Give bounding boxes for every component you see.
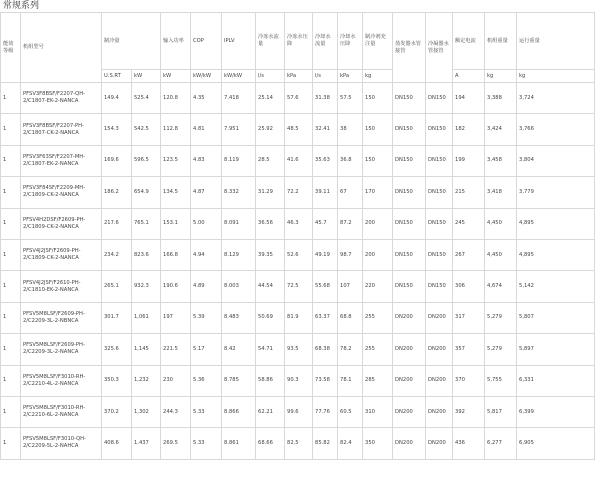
cell-cdflow: 39.11: [313, 177, 338, 208]
cell-cool-kw: 1,232: [132, 365, 161, 396]
cell-idx: 1: [1, 114, 21, 145]
cell-weight: 3,424: [485, 114, 517, 145]
cell-idx: 1: [1, 428, 21, 459]
unit-cell: kW: [132, 70, 161, 83]
cell-iplv: 8.003: [222, 271, 256, 302]
cell-cop: 4.83: [191, 145, 222, 176]
cell-cwdrop: 46.3: [285, 208, 313, 239]
cell-cool-kw: 596.5: [132, 145, 161, 176]
cell-model: PFSV5M8LSF/F3010-QH-2/C2209-5L-2-NAHCA: [21, 428, 102, 459]
cell-cool-rt: 169.6: [102, 145, 132, 176]
cell-cwflow: 54.71: [256, 334, 285, 365]
cell-evappipe: DN200: [393, 365, 426, 396]
cell-weight: 5,279: [485, 334, 517, 365]
cell-idx: 1: [1, 208, 21, 239]
header-power: 输入功率: [161, 13, 191, 70]
cell-charge: 200: [363, 239, 393, 270]
cell-model: PFSV3F63SF/F2207-MH-2/C1807-EK-2-NANCA: [21, 145, 102, 176]
table-row: [1, 302, 595, 333]
cell-power: 269.5: [161, 428, 191, 459]
cell-cddrop: 78.2: [338, 334, 363, 365]
cell-cool-kw: 1,302: [132, 396, 161, 427]
cell-model: PFSV5M8LSF/F2609-PH-2/C2209-3L-2-NBNCA: [21, 302, 102, 333]
cell-iplv: 8.866: [222, 396, 256, 427]
cell-cool-kw: 1,437: [132, 428, 161, 459]
cell-condpipe: DN150: [426, 271, 453, 302]
cell-cwflow: 25.92: [256, 114, 285, 145]
cell-opweight: 5,807: [517, 302, 595, 333]
cell-cddrop: 57.5: [338, 83, 363, 114]
cell-cool-rt: 149.4: [102, 83, 132, 114]
cell-model: PFSV5M8LSF/F2609-PH-2/C2209-3L-2-NANCA: [21, 334, 102, 365]
header-cool: 制冷量: [102, 13, 161, 70]
table-row: [1, 83, 595, 114]
cell-cwflow: 25.14: [256, 83, 285, 114]
cell-condpipe: DN150: [426, 145, 453, 176]
cell-iplv: 8.785: [222, 365, 256, 396]
cell-cool-rt: 186.2: [102, 177, 132, 208]
cell-idx: 1: [1, 239, 21, 270]
cell-model: PFSV5M8LSF/F3010-RH-2/C2210-6L-2-NANCA: [21, 396, 102, 427]
cell-charge: 350: [363, 428, 393, 459]
cell-evappipe: DN200: [393, 396, 426, 427]
cell-cwdrop: 82.5: [285, 428, 313, 459]
header-cddrop: 冷却水压降: [338, 13, 363, 70]
cell-cwflow: 50.69: [256, 302, 285, 333]
cell-cop: 5.00: [191, 208, 222, 239]
cell-evappipe: DN150: [393, 239, 426, 270]
cell-opweight: 3,779: [517, 177, 595, 208]
cell-iplv: 8.119: [222, 145, 256, 176]
cell-cwdrop: 72.5: [285, 271, 313, 302]
cell-opweight: 4,895: [517, 208, 595, 239]
cell-cddrop: 87.2: [338, 208, 363, 239]
cell-charge: 150: [363, 145, 393, 176]
cell-charge: 170: [363, 177, 393, 208]
cell-cdflow: 32.41: [313, 114, 338, 145]
cell-evappipe: DN150: [393, 145, 426, 176]
cell-evappipe: DN200: [393, 428, 426, 459]
cell-power: 120.8: [161, 83, 191, 114]
unit-cell: kW/kW: [191, 70, 222, 83]
cell-charge: 150: [363, 114, 393, 145]
cell-cdflow: 49.19: [313, 239, 338, 270]
cell-opweight: 6,399: [517, 396, 595, 427]
cell-cdflow: 31.38: [313, 83, 338, 114]
header-cop: COP: [191, 13, 222, 70]
cell-opweight: 6,905: [517, 428, 595, 459]
cell-weight: 3,458: [485, 145, 517, 176]
header-condpipe: 冷凝器水管接管: [426, 13, 453, 83]
cell-cdflow: 45.7: [313, 208, 338, 239]
cell-cwflow: 36.56: [256, 208, 285, 239]
cell-cdflow: 55.68: [313, 271, 338, 302]
cell-cwflow: 62.21: [256, 396, 285, 427]
cell-model: PFSV3F8BSF/F2207-PH-2/C1807-CK-2-NANCA: [21, 114, 102, 145]
table-row: [1, 334, 595, 365]
cell-opweight: 3,724: [517, 83, 595, 114]
header-opweight: 运行重量: [517, 13, 595, 70]
unit-cell: A: [453, 70, 485, 83]
cell-cop: 4.81: [191, 114, 222, 145]
cell-current: 436: [453, 428, 485, 459]
cell-cddrop: 36.8: [338, 145, 363, 176]
cell-model: PFSV4H2DSF/F2609-PH-2/C1809-CK-2-NANCA: [21, 208, 102, 239]
table-row: [1, 208, 595, 239]
cell-current: 245: [453, 208, 485, 239]
cell-cdflow: 35.63: [313, 145, 338, 176]
header-cwdrop: 冷冻水压降: [285, 13, 313, 70]
header-cdflow: 冷却水流量: [313, 13, 338, 70]
cell-condpipe: DN150: [426, 177, 453, 208]
cell-cop: 5.33: [191, 396, 222, 427]
unit-cell: kW/kW: [222, 70, 256, 83]
cell-condpipe: DN200: [426, 396, 453, 427]
cell-evappipe: DN200: [393, 334, 426, 365]
cell-idx: 1: [1, 83, 21, 114]
header-iplv: IPLV: [222, 13, 256, 70]
cell-cddrop: 38: [338, 114, 363, 145]
cell-cool-rt: 234.2: [102, 239, 132, 270]
cell-weight: 5,755: [485, 365, 517, 396]
cell-idx: 1: [1, 396, 21, 427]
cell-current: 215: [453, 177, 485, 208]
cell-charge: 200: [363, 208, 393, 239]
cell-weight: 3,418: [485, 177, 517, 208]
cell-idx: 1: [1, 177, 21, 208]
cell-weight: 3,388: [485, 83, 517, 114]
cell-cwdrop: 90.3: [285, 365, 313, 396]
cell-cool-rt: 325.6: [102, 334, 132, 365]
cell-charge: 255: [363, 334, 393, 365]
cell-cool-kw: 765.1: [132, 208, 161, 239]
cell-weight: 5,279: [485, 302, 517, 333]
header-evappipe: 蒸发器水管接管: [393, 13, 426, 83]
cell-power: 197: [161, 302, 191, 333]
unit-cell: kg: [363, 70, 393, 83]
cell-cop: 4.35: [191, 83, 222, 114]
table-row: [1, 271, 595, 302]
header-current: 额定电流: [453, 13, 485, 70]
cell-idx: 1: [1, 334, 21, 365]
table-row: [1, 239, 595, 270]
cell-cwdrop: 57.6: [285, 83, 313, 114]
cell-evappipe: DN200: [393, 302, 426, 333]
cell-cddrop: 82.4: [338, 428, 363, 459]
cell-opweight: 4,895: [517, 239, 595, 270]
cell-cdflow: 77.76: [313, 396, 338, 427]
cell-current: 194: [453, 83, 485, 114]
cell-idx: 1: [1, 365, 21, 396]
cell-cop: 4.94: [191, 239, 222, 270]
cell-idx: 1: [1, 145, 21, 176]
table-row: [1, 396, 595, 427]
cell-cwflow: 31.29: [256, 177, 285, 208]
unit-cell: kg: [517, 70, 595, 83]
table-row: [1, 177, 595, 208]
cell-condpipe: DN200: [426, 365, 453, 396]
cell-model: PFSV3F8BSF/F2207-QH-2/C1807-EK-2-NANCA: [21, 83, 102, 114]
cell-model: PFSV5M8LSF/F3010-RH-2/C2210-4L-2-NANCA: [21, 365, 102, 396]
cell-power: 123.5: [161, 145, 191, 176]
cell-weight: 6,277: [485, 428, 517, 459]
cell-condpipe: DN200: [426, 334, 453, 365]
cell-opweight: 5,897: [517, 334, 595, 365]
cell-charge: 220: [363, 271, 393, 302]
cell-cool-kw: 542.5: [132, 114, 161, 145]
cell-opweight: 3,804: [517, 145, 595, 176]
table-row: [1, 365, 595, 396]
cell-condpipe: DN200: [426, 428, 453, 459]
cell-weight: 5,817: [485, 396, 517, 427]
cell-cool-rt: 408.6: [102, 428, 132, 459]
cell-current: 306: [453, 271, 485, 302]
cell-cwdrop: 72.2: [285, 177, 313, 208]
cell-condpipe: DN150: [426, 239, 453, 270]
cell-cop: 4.87: [191, 177, 222, 208]
cell-evappipe: DN150: [393, 177, 426, 208]
cell-cwdrop: 48.5: [285, 114, 313, 145]
cell-cool-kw: 1,061: [132, 302, 161, 333]
cell-iplv: 8.129: [222, 239, 256, 270]
cell-power: 112.8: [161, 114, 191, 145]
header-weight: 机组重量: [485, 13, 517, 70]
cell-cop: 4.89: [191, 271, 222, 302]
cell-condpipe: DN150: [426, 208, 453, 239]
cell-evappipe: DN150: [393, 83, 426, 114]
header-charge: 制冷剂充注量: [363, 13, 393, 70]
cell-opweight: 6,331: [517, 365, 595, 396]
header-model: 机组型号: [21, 13, 102, 83]
cell-cwflow: 68.66: [256, 428, 285, 459]
cell-cdflow: 73.58: [313, 365, 338, 396]
cell-cop: 5.17: [191, 334, 222, 365]
cell-cddrop: 107: [338, 271, 363, 302]
cell-cool-rt: 265.1: [102, 271, 132, 302]
cell-cwdrop: 41.6: [285, 145, 313, 176]
cell-cool-rt: 370.2: [102, 396, 132, 427]
cell-cool-kw: 932.3: [132, 271, 161, 302]
cell-iplv: 8.42: [222, 334, 256, 365]
cell-iplv: 8.861: [222, 428, 256, 459]
table-row: [1, 114, 595, 145]
unit-cell: kPa: [338, 70, 363, 83]
header-cwflow: 冷冻水流量: [256, 13, 285, 70]
cell-opweight: 3,766: [517, 114, 595, 145]
cell-cool-kw: 1,145: [132, 334, 161, 365]
cell-condpipe: DN150: [426, 83, 453, 114]
table-row: [1, 145, 595, 176]
section-title: 常规系列: [3, 1, 40, 11]
cell-charge: 285: [363, 365, 393, 396]
cell-idx: 1: [1, 302, 21, 333]
cell-iplv: 8.091: [222, 208, 256, 239]
spec-table: [0, 12, 595, 460]
cell-cdflow: 68.38: [313, 334, 338, 365]
cell-current: 317: [453, 302, 485, 333]
cell-cool-kw: 654.9: [132, 177, 161, 208]
cell-model: PFSV3F84SF/F2209-MH-2/C1809-CK-2-NANCA: [21, 177, 102, 208]
cell-cwdrop: 99.6: [285, 396, 313, 427]
cell-current: 182: [453, 114, 485, 145]
cell-condpipe: DN150: [426, 114, 453, 145]
cell-weight: 4,450: [485, 239, 517, 270]
cell-iplv: 8.483: [222, 302, 256, 333]
cell-cddrop: 67: [338, 177, 363, 208]
cell-cwflow: 44.54: [256, 271, 285, 302]
cell-charge: 255: [363, 302, 393, 333]
cell-current: 392: [453, 396, 485, 427]
cell-cop: 5.33: [191, 428, 222, 459]
cell-weight: 4,674: [485, 271, 517, 302]
cell-cddrop: 78.1: [338, 365, 363, 396]
cell-cwflow: 39.35: [256, 239, 285, 270]
cell-cwflow: 28.5: [256, 145, 285, 176]
unit-cell: l/s: [313, 70, 338, 83]
cell-power: 166.8: [161, 239, 191, 270]
cell-cddrop: 68.8: [338, 302, 363, 333]
cell-cool-kw: 525.4: [132, 83, 161, 114]
cell-cool-rt: 154.3: [102, 114, 132, 145]
cell-cop: 5.39: [191, 302, 222, 333]
cell-cool-rt: 350.3: [102, 365, 132, 396]
cell-evappipe: DN150: [393, 208, 426, 239]
cell-charge: 150: [363, 83, 393, 114]
cell-evappipe: DN150: [393, 114, 426, 145]
unit-cell: U.S.RT: [102, 70, 132, 83]
cell-power: 244.3: [161, 396, 191, 427]
cell-power: 190.6: [161, 271, 191, 302]
cell-power: 221.5: [161, 334, 191, 365]
cell-iplv: 8.332: [222, 177, 256, 208]
cell-current: 267: [453, 239, 485, 270]
cell-cop: 5.36: [191, 365, 222, 396]
header-row: [1, 13, 595, 70]
cell-iplv: 7.951: [222, 114, 256, 145]
cell-power: 230: [161, 365, 191, 396]
unit-cell: l/s: [256, 70, 285, 83]
cell-cool-rt: 301.7: [102, 302, 132, 333]
cell-cddrop: 98.7: [338, 239, 363, 270]
cell-model: PFSV4J2JSF/F2610-PH-2/C1810-EK-2-NANCA: [21, 271, 102, 302]
cell-cwdrop: 52.6: [285, 239, 313, 270]
cell-cwdrop: 93.5: [285, 334, 313, 365]
cell-condpipe: DN200: [426, 302, 453, 333]
cell-idx: 1: [1, 271, 21, 302]
unit-cell: kW: [161, 70, 191, 83]
cell-model: PFSV4J2JSF/F2609-PH-2/C1809-CK-2-NANCA: [21, 239, 102, 270]
cell-weight: 4,450: [485, 208, 517, 239]
unit-cell: kPa: [285, 70, 313, 83]
cell-evappipe: DN150: [393, 271, 426, 302]
cell-cdflow: 63.37: [313, 302, 338, 333]
cell-cool-kw: 823.6: [132, 239, 161, 270]
cell-current: 357: [453, 334, 485, 365]
cell-opweight: 5,142: [517, 271, 595, 302]
cell-iplv: 7.418: [222, 83, 256, 114]
cell-current: 370: [453, 365, 485, 396]
cell-power: 153.1: [161, 208, 191, 239]
header-idx: 能效等级: [1, 13, 21, 83]
table-body: [1, 83, 595, 460]
cell-cool-rt: 217.6: [102, 208, 132, 239]
cell-power: 134.5: [161, 177, 191, 208]
cell-cdflow: 85.82: [313, 428, 338, 459]
table-row: [1, 428, 595, 459]
cell-current: 199: [453, 145, 485, 176]
cell-cwflow: 58.86: [256, 365, 285, 396]
cell-cddrop: 60.5: [338, 396, 363, 427]
unit-cell: kg: [485, 70, 517, 83]
cell-charge: 310: [363, 396, 393, 427]
cell-cwdrop: 81.9: [285, 302, 313, 333]
